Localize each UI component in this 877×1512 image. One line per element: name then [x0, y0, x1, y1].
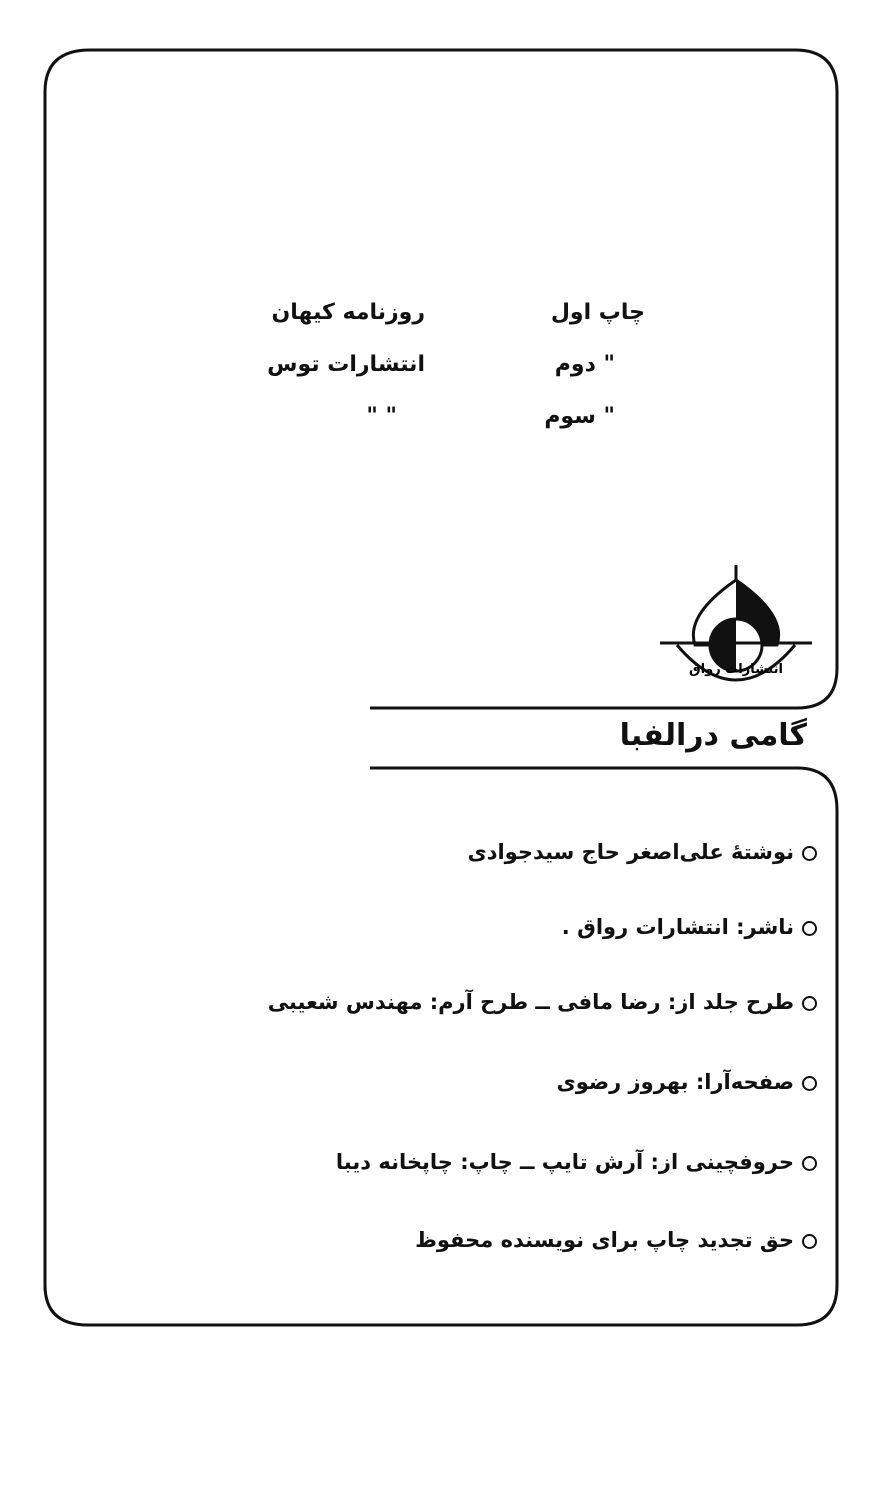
edition-label: چاپ اول: [550, 300, 645, 325]
credit-text: صفحه‌آرا: بهروز رضوی: [556, 1070, 794, 1094]
credit-text: حروفچینی از: آرش تایپ ــ چاپ: چاپخانه دیبا: [335, 1150, 794, 1174]
book-title: گامی درالفبا: [619, 718, 807, 753]
credit-item: [268, 990, 817, 1014]
edition-publisher: " ": [366, 404, 397, 429]
bullet-icon: [802, 1234, 817, 1249]
credit-item: [467, 840, 817, 864]
svg-text:انتشارات رواق: انتشارات رواق: [689, 662, 783, 677]
publisher-logo: [655, 565, 815, 705]
bullet-icon: [802, 996, 817, 1011]
credit-text: طرح جلد از: رضا مافی ــ طرح آرم: مهندس شعیبی: [267, 990, 794, 1014]
credit-text: نوشتهٔ علی‌اصغر حاج سیدجوادی: [467, 840, 794, 864]
bullet-icon: [802, 1156, 817, 1171]
credit-text: حق تجدید چاپ برای نویسنده محفوظ: [415, 1228, 794, 1252]
bullet-icon: [802, 1076, 817, 1091]
credit-item: [556, 1070, 817, 1094]
credit-item: [562, 915, 817, 939]
edition-label: " دوم: [554, 352, 615, 377]
edition-publisher: روزنامه کیهان: [271, 300, 425, 325]
bullet-icon: [802, 846, 817, 861]
credit-item: [415, 1228, 817, 1252]
edition-label: " سوم: [544, 404, 615, 429]
bullet-icon: [802, 921, 817, 936]
edition-publisher: انتشارات توس: [267, 352, 425, 377]
credit-item: [336, 1150, 817, 1174]
credit-text: ناشر: انتشارات رواق .: [561, 915, 794, 939]
